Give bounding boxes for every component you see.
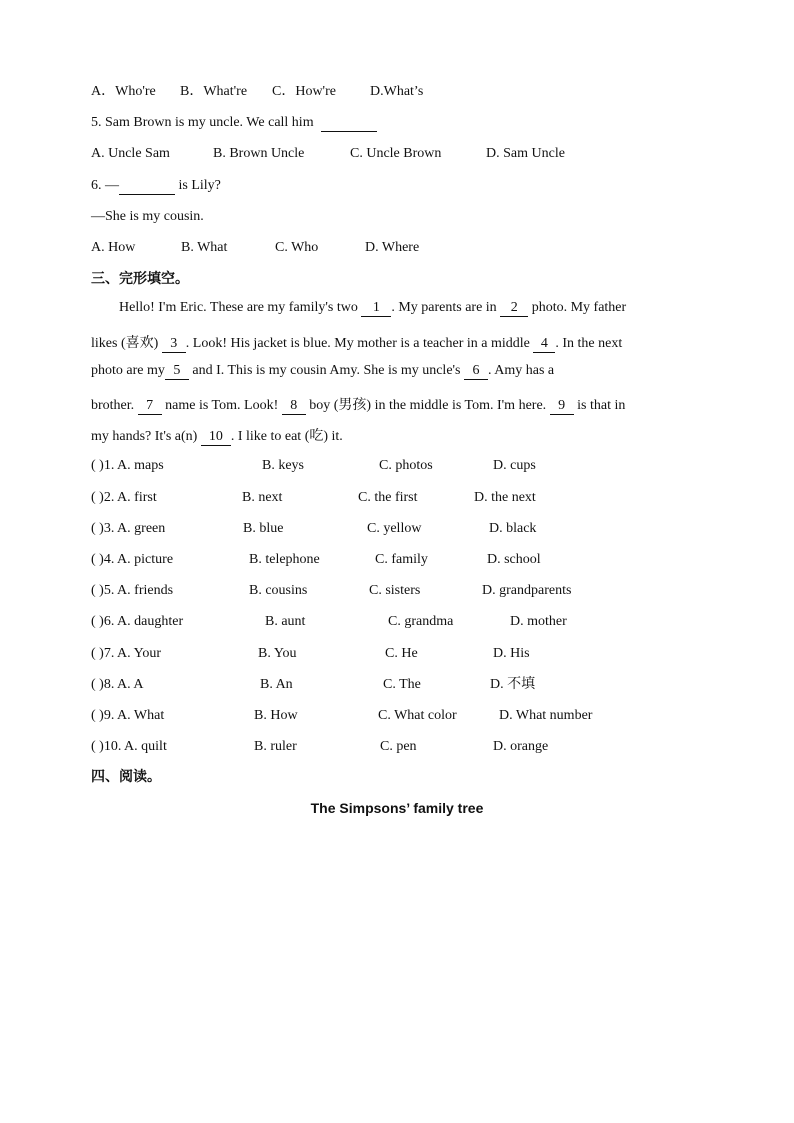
cloze-blank-7[interactable]: 7	[138, 398, 162, 415]
option-d: D. orange	[493, 739, 549, 754]
cloze-text: . In the next	[555, 336, 623, 351]
option-c: C. family	[375, 552, 428, 567]
cloze-blank-9[interactable]: 9	[550, 398, 574, 415]
option-d: D. What number	[499, 708, 593, 723]
cloze-text: my hands? It's a(n)	[91, 429, 198, 444]
cloze-text: . My parents are in	[391, 300, 497, 315]
q4-option-d: D.What’s	[370, 84, 424, 99]
cloze-line-4	[91, 394, 695, 415]
option-b: B. next	[242, 490, 283, 505]
q6-stem	[91, 176, 221, 196]
option-b: B. You	[258, 646, 297, 661]
cloze-text: is that in	[577, 398, 626, 413]
q5-option-d: D. Sam Uncle	[486, 146, 565, 161]
option-b: B. How	[254, 708, 298, 723]
cloze-question-number[interactable]: ( )6. A. daughter	[91, 614, 184, 629]
option-c: C. the first	[358, 490, 418, 505]
q6-option-b: B. What	[181, 240, 228, 255]
cloze-text: photo. My father	[531, 300, 627, 315]
option-c: C. photos	[379, 458, 433, 473]
option-d: D. His	[493, 646, 530, 661]
q6-option-c: C. Who	[275, 240, 319, 255]
q5-option-c: C. Uncle Brown	[350, 146, 442, 161]
cloze-blank-5[interactable]: 5	[165, 363, 189, 380]
q6-blank[interactable]	[119, 178, 175, 195]
cloze-question-number[interactable]: ( )3. A. green	[91, 521, 166, 536]
cloze-question-number[interactable]: ( )5. A. friends	[91, 583, 174, 598]
cloze-line-5	[91, 425, 695, 446]
cloze-question-number[interactable]: ( )8. A. A	[91, 677, 144, 692]
option-b: B. cousins	[249, 583, 308, 598]
cloze-text: Hello! I'm Eric. These are my family's two	[119, 300, 358, 315]
option-b: B. ruler	[254, 739, 297, 754]
cloze-line-2	[91, 332, 695, 353]
option-c: C. yellow	[367, 521, 422, 536]
cloze-question-number[interactable]: ( )2. A. first	[91, 490, 157, 505]
option-b: B. aunt	[265, 614, 306, 629]
q6-option-d: D. Where	[365, 240, 420, 255]
option-d: D. grandparents	[482, 583, 572, 598]
option-b: B. An	[260, 677, 293, 692]
cloze-blank-6[interactable]: 6	[464, 363, 488, 380]
option-b: B. keys	[262, 458, 304, 473]
option-c: C. grandma	[388, 614, 454, 629]
q5-option-a: A. Uncle Sam	[91, 146, 170, 161]
cloze-question-number[interactable]: ( )1. A. maps	[91, 458, 164, 473]
cloze-blank-3[interactable]: 3	[162, 336, 186, 353]
cloze-question-number[interactable]: ( )7. A. Your	[91, 646, 162, 661]
cloze-text: likes (喜欢)	[91, 336, 159, 351]
cloze-blank-8[interactable]: 8	[282, 398, 306, 415]
cloze-text: and I. This is my cousin Amy. She is my uncle's	[192, 363, 461, 378]
q5-option-b: B. Brown Uncle	[213, 146, 305, 161]
option-b: B. telephone	[249, 552, 320, 567]
q4-option-c: C．How're	[272, 84, 336, 99]
q5-blank[interactable]	[321, 115, 377, 132]
cloze-question-number[interactable]: ( )4. A. picture	[91, 552, 174, 567]
reading-title: The Simpsons’ family tree	[310, 800, 484, 816]
cloze-text: photo are my	[91, 363, 165, 378]
option-c: C. sisters	[369, 583, 421, 598]
cloze-blank-4[interactable]: 4	[533, 336, 555, 353]
option-d: D. cups	[493, 458, 536, 473]
option-d: D. black	[489, 521, 537, 536]
q4-option-a: A．Who're	[91, 84, 156, 99]
q6-answer: —She is my cousin.	[91, 209, 204, 224]
q6-stem-post: is Lily?	[178, 178, 221, 193]
option-d: D. mother	[510, 614, 567, 629]
cloze-blank-2[interactable]: 2	[500, 300, 528, 317]
option-d: D. 不填	[490, 677, 536, 692]
section4-heading: 四、阅读。	[91, 769, 161, 785]
cloze-line-3	[91, 363, 695, 380]
option-c: C. He	[385, 646, 418, 661]
option-b: B. blue	[243, 521, 284, 536]
cloze-question-number[interactable]: ( )10. A. quilt	[91, 739, 167, 754]
cloze-text: . I like to eat (吃) it.	[230, 429, 343, 444]
q5-stem-text: 5. Sam Brown is my uncle. We call him	[91, 115, 314, 130]
q6-option-a: A. How	[91, 240, 136, 255]
cloze-text: boy (男孩) in the middle is Tom. I'm here.	[309, 398, 547, 413]
cloze-blank-10[interactable]: 10	[201, 429, 231, 446]
option-d: D. the next	[474, 490, 536, 505]
cloze-line-1	[119, 300, 723, 317]
cloze-text: brother.	[91, 398, 135, 413]
option-c: C. The	[383, 677, 421, 692]
cloze-text: . Amy has a	[488, 363, 555, 378]
option-c: C. pen	[380, 739, 417, 754]
cloze-text: name is Tom. Look!	[165, 398, 279, 413]
q6-stem-pre: 6. —	[91, 178, 119, 193]
cloze-question-number[interactable]: ( )9. A. What	[91, 708, 165, 723]
option-d: D. school	[487, 552, 541, 567]
q4-option-b: B．What're	[180, 84, 248, 99]
cloze-blank-1[interactable]: 1	[361, 300, 391, 317]
q5-stem	[91, 113, 377, 133]
section3-heading: 三、完形填空。	[91, 271, 189, 287]
cloze-text: . Look! His jacket is blue. My mother is a teacher in a middle	[185, 336, 530, 351]
option-c: C. What color	[378, 708, 457, 723]
